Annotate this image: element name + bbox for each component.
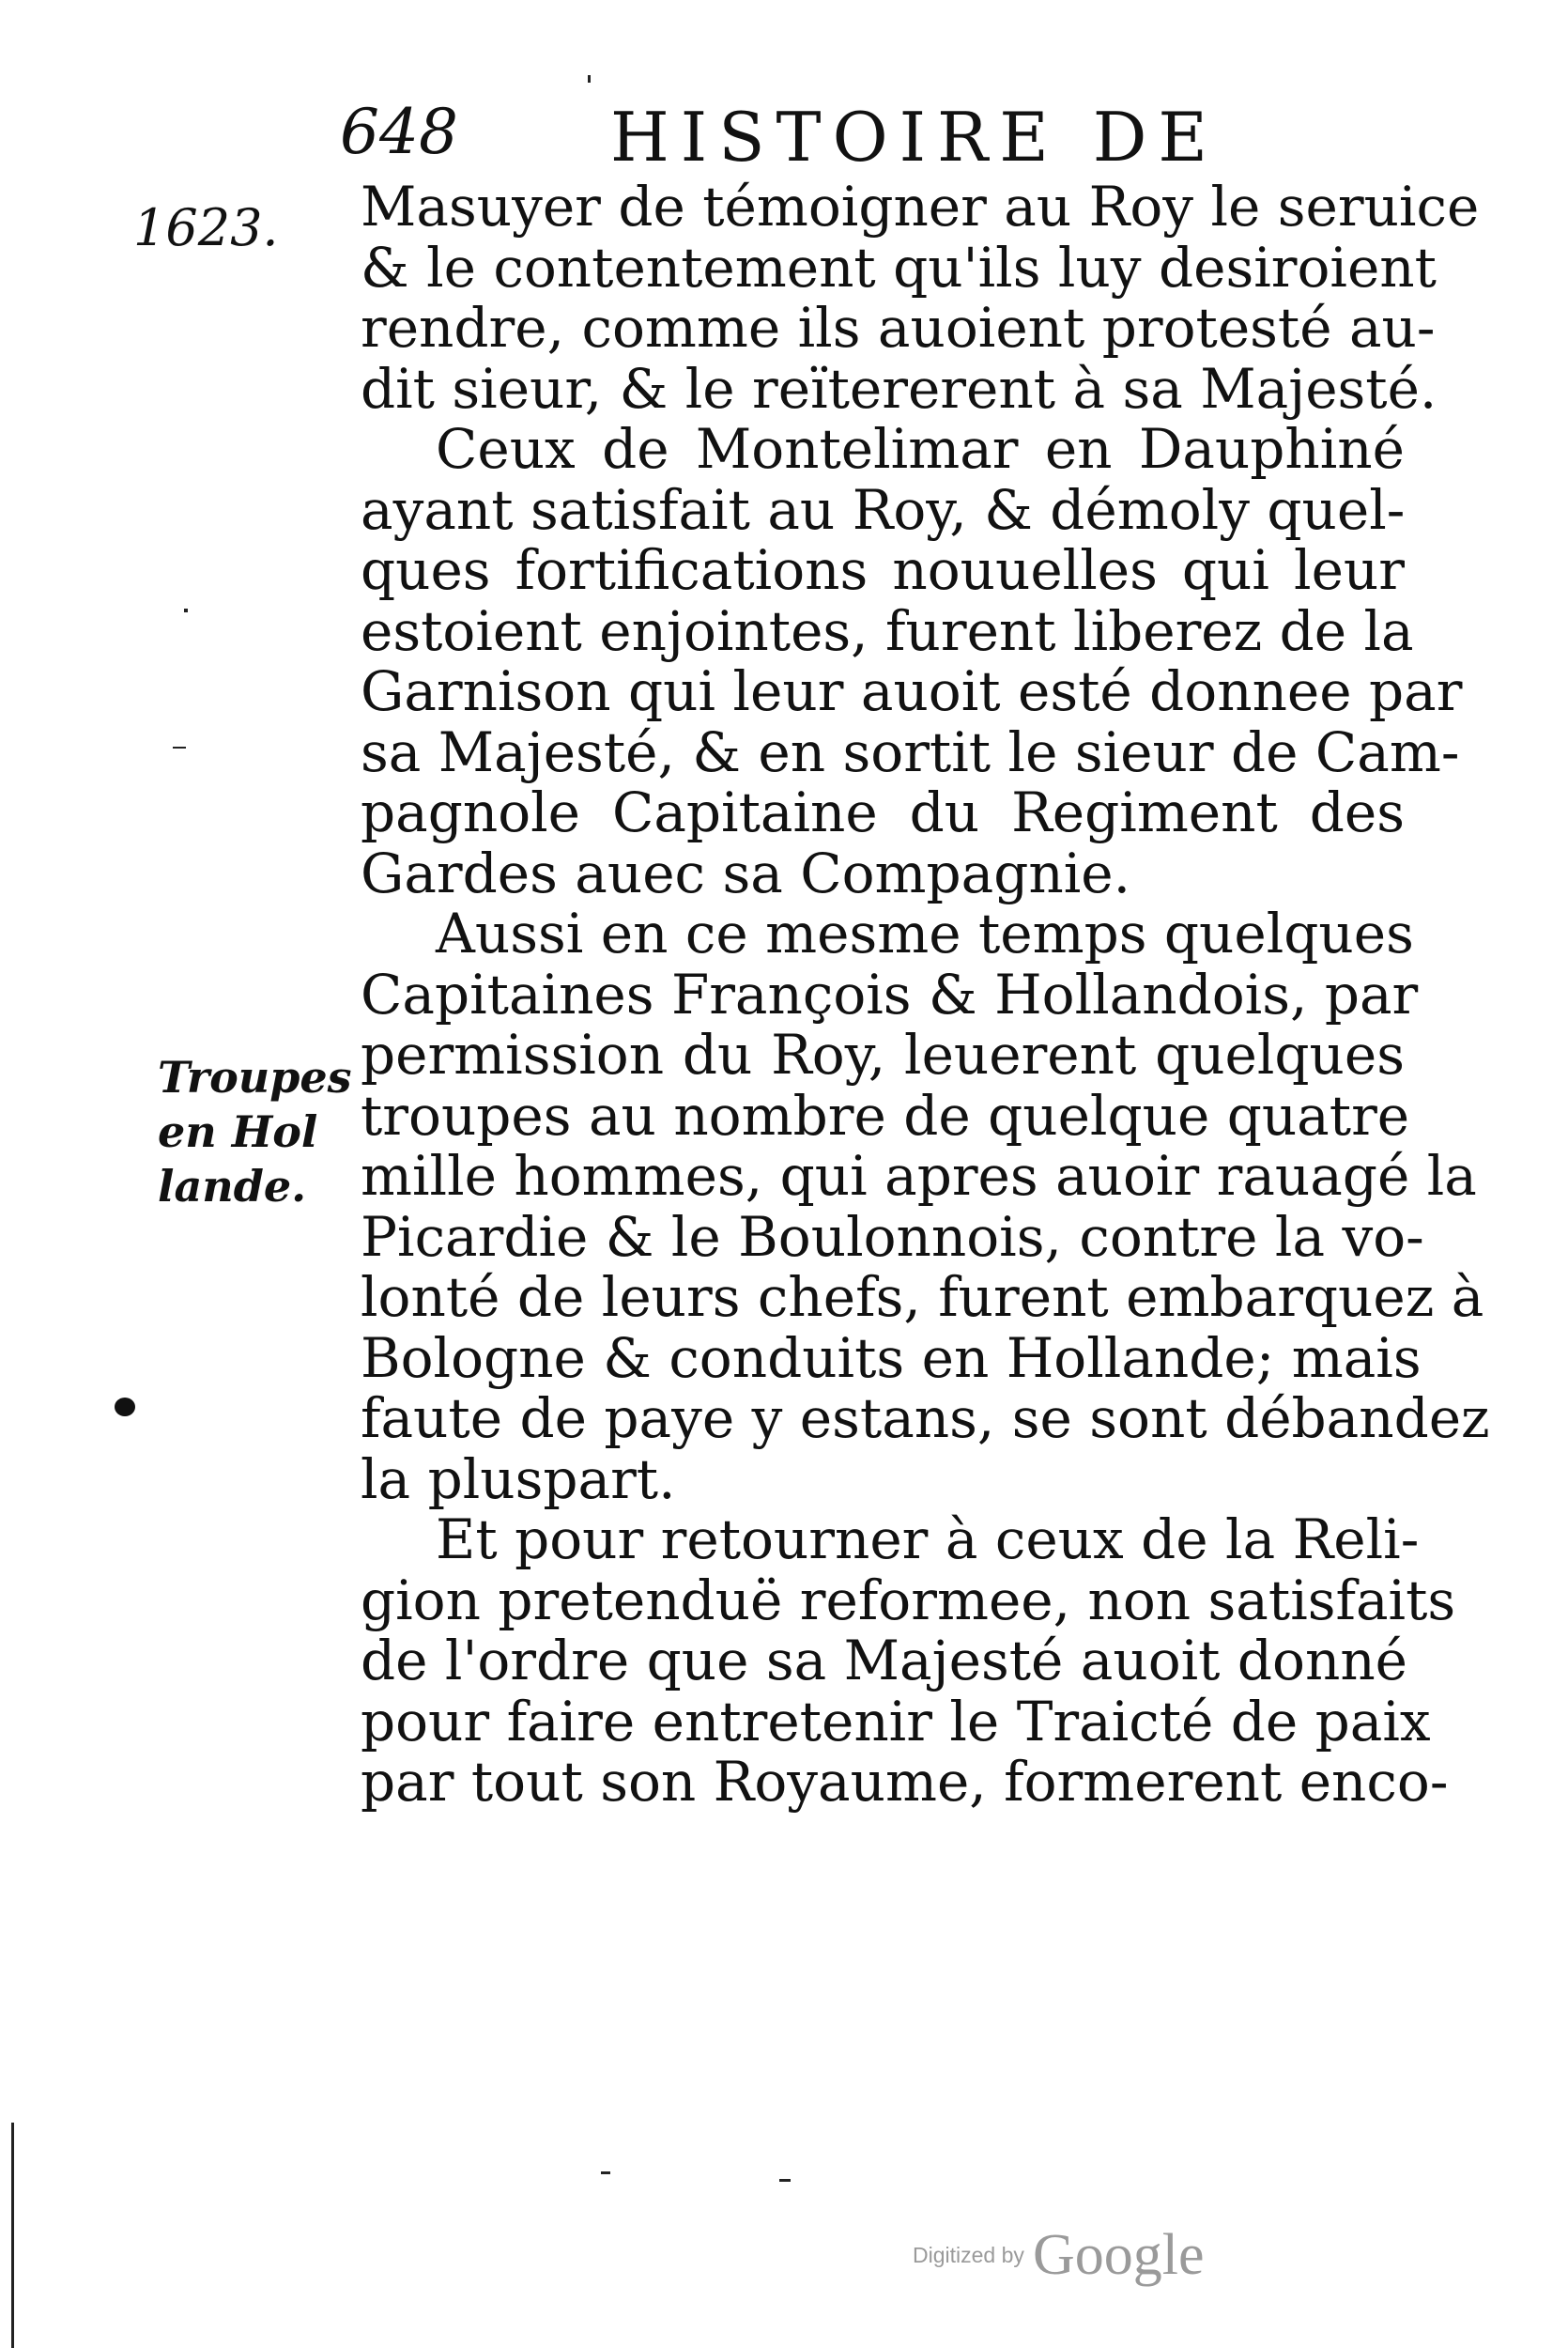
page-number: 648 (340, 96, 458, 168)
text-line: Bologne & conduits en Hollande; mais (361, 1325, 1422, 1390)
text-line: mille hommes, qui apres auoir rauagé la (361, 1144, 1477, 1208)
running-title: HISTOIRE DE (610, 98, 1219, 177)
body-text (361, 175, 1490, 1814)
ink-speck (601, 2171, 610, 2174)
text-line: pagnole Capitaine du Regiment des (361, 780, 1405, 844)
text-line: Et pour retourner à ceux de la Reli- (436, 1507, 1420, 1571)
text-line: de l'ordre que sa Majesté auoit donné (361, 1629, 1407, 1692)
ink-speck (588, 75, 591, 83)
text-line: lonté de leurs chefs, furent embarquez à (361, 1265, 1484, 1329)
margin-note-line: Troupes (158, 1052, 352, 1103)
text-line: Masuyer de témoigner au Roy le seruice (361, 175, 1480, 239)
text-line: faute de paye y estans, se sont débandez (361, 1386, 1490, 1450)
text-line: gion pretenduë reformee, non satisfaits (361, 1568, 1456, 1632)
margin-note (158, 1050, 352, 1213)
text-line: estoient enjointes, furent liberez de la (361, 598, 1414, 663)
digitized-by-google-watermark (913, 2222, 1205, 2289)
ink-speck (173, 747, 186, 749)
ink-speck (779, 2179, 791, 2182)
margin-note-line: lande. (158, 1161, 307, 1212)
text-line: Gardes auec sa Compagnie. (361, 841, 1131, 905)
ink-blot (115, 1398, 135, 1416)
text-line: la pluspart. (361, 1446, 676, 1511)
text-line: Aussi en ce mesme temps quelques (436, 902, 1414, 965)
text-line: Picardie & le Boulonnois, contre la vo- (361, 1204, 1424, 1269)
text-line: ayant satisfait au Roy, & démoly quel- (361, 477, 1406, 542)
text-line: troupes au nombre de quelque quatre (361, 1083, 1410, 1148)
text-line: permission du Roy, leuerent quelques (361, 1023, 1405, 1087)
ink-speck (184, 609, 188, 612)
margin-year: 1623. (133, 198, 279, 257)
text-line: Garnison qui leur auoit esté donnee par (361, 659, 1463, 723)
text-line: dit sieur, & le reïtererent à sa Majesté. (361, 356, 1437, 421)
text-line: ques fortifications nouuelles qui leur (361, 538, 1405, 602)
margin-rule (11, 2123, 14, 2348)
digitized-by-label: Digitized by (913, 2243, 1024, 2267)
text-line: rendre, comme ils auoient protesté au- (361, 296, 1436, 360)
margin-note-line: en Hol (158, 1106, 318, 1157)
text-line: par tout son Royaume, formerent enco- (361, 1750, 1449, 1814)
text-line: sa Majesté, & en sortit le sieur de Cam- (361, 719, 1460, 784)
google-logo: Google (1032, 2223, 1205, 2287)
text-line: & le contentement qu'ils luy desiroient (361, 235, 1437, 300)
text-line: pour faire entretenir le Traicté de paix (361, 1689, 1431, 1753)
text-line: Ceux de Montelimar en Dauphiné (436, 417, 1405, 481)
text-line: Capitaines François & Hollandois, par (361, 962, 1419, 1027)
